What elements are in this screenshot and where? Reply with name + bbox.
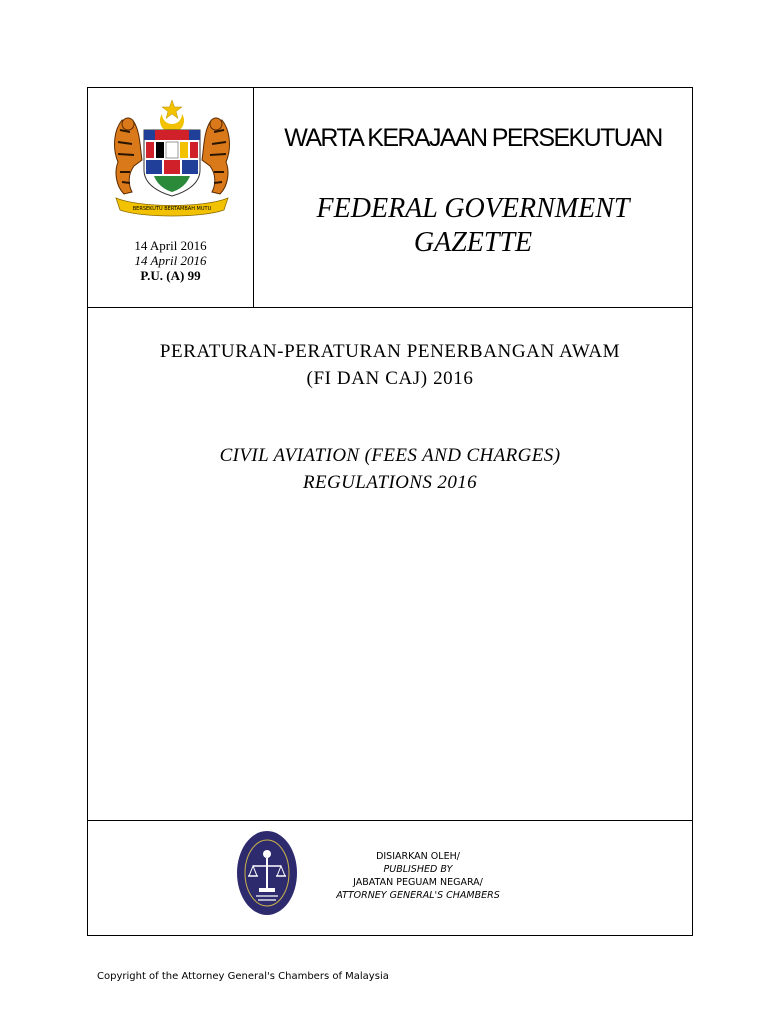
document-title-english-line1: CIVIL AVIATION (FEES AND CHARGES) xyxy=(219,445,561,466)
masthead-title-english xyxy=(254,192,692,260)
publisher-line2: PUBLISHED BY xyxy=(383,864,453,875)
issue-date-malay: 14 April 2016 xyxy=(134,238,207,253)
attorney-generals-chambers-logo-icon xyxy=(236,830,298,916)
publisher-text xyxy=(293,850,543,902)
document-title-english xyxy=(88,442,692,496)
copyright-notice: Copyright of the Attorney General's Chambers of Malaysia xyxy=(97,971,389,982)
issue-date-english: 14 April 2016 xyxy=(134,253,207,268)
document-title-malay xyxy=(88,338,692,392)
masthead-title-malay: WARTA KERAJAAN PERSEKUTUAN xyxy=(284,124,662,152)
document-title-english-line2: REGULATIONS 2016 xyxy=(302,472,478,493)
document-title-malay-line1: PERATURAN-PERATURAN PENERBANGAN AWAM xyxy=(159,341,621,362)
pu-reference: P.U. (A) 99 xyxy=(140,268,201,283)
gazette-cover-frame xyxy=(87,87,693,936)
crest-cell xyxy=(88,88,254,307)
crest-motto: BERSEKUTU BERTAMBAH MUTU xyxy=(132,206,212,212)
masthead-english-line2: GAZETTE xyxy=(413,227,533,258)
masthead-cell xyxy=(254,88,692,307)
document-title-malay-line2: (FI DAN CAJ) 2016 xyxy=(306,368,474,389)
document-title-row xyxy=(88,308,692,821)
masthead-english-line1: FEDERAL GOVERNMENT xyxy=(316,193,630,224)
publisher-line4: ATTORNEY GENERAL'S CHAMBERS xyxy=(336,890,500,901)
malaysia-coat-of-arms-icon xyxy=(110,100,234,220)
publisher-row xyxy=(88,821,692,935)
issue-dates xyxy=(88,238,253,283)
publisher-line3: JABATAN PEGUAM NEGARA/ xyxy=(353,877,483,888)
header-row xyxy=(88,88,692,308)
publisher-line1: DISIARKAN OLEH/ xyxy=(376,851,460,862)
